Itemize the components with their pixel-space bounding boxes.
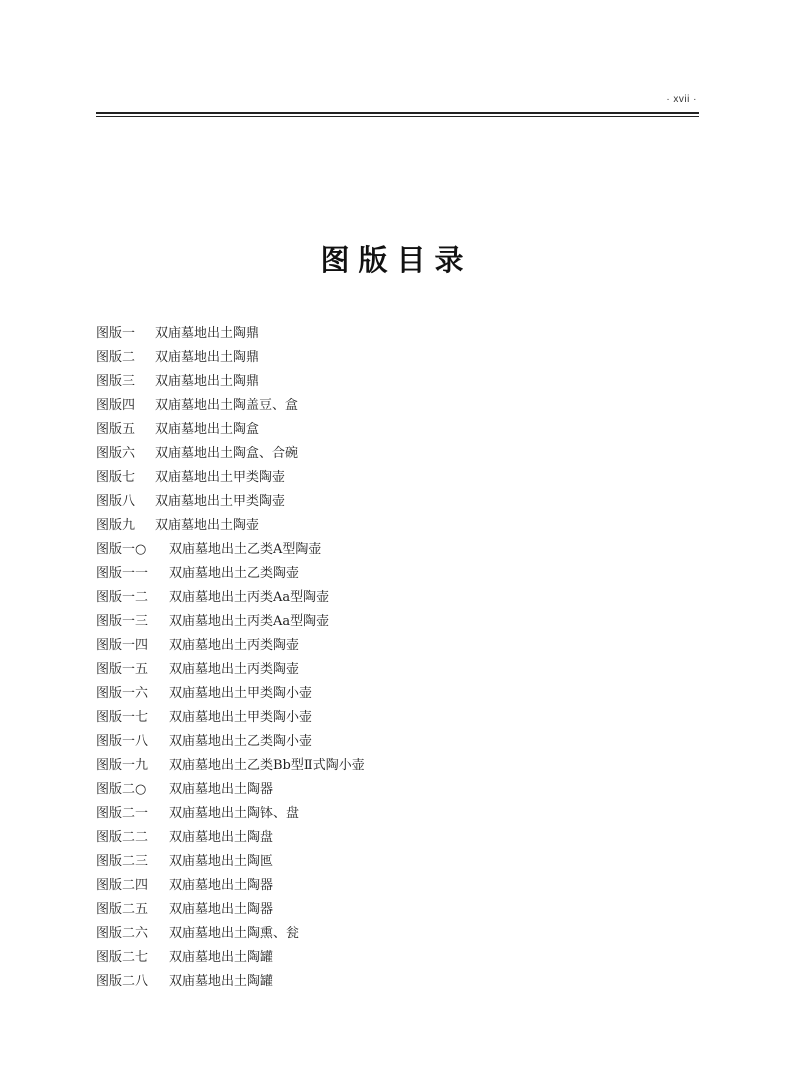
toc-item (96, 922, 696, 946)
plate-number: 图版二七 (96, 950, 149, 965)
plate-description: 双庙墓地出土甲类陶小壶 (169, 686, 313, 701)
plate-description: 双庙墓地出土陶壶 (155, 518, 260, 533)
plate-description: 双庙墓地出土丙类Aa型陶壶 (169, 590, 330, 605)
toc-item (96, 466, 696, 490)
toc-item (96, 850, 696, 874)
toc-item (96, 970, 696, 994)
plate-number: 图版八 (96, 494, 136, 509)
toc-item (96, 946, 696, 970)
plate-description: 双庙墓地出土陶罐 (169, 950, 274, 965)
plate-description: 双庙墓地出土陶器 (169, 902, 274, 917)
plate-description: 双庙墓地出土乙类Bb型Ⅱ式陶小壶 (169, 758, 365, 773)
plate-number: 图版一九 (96, 758, 149, 773)
plate-description: 双庙墓地出土陶匜 (169, 854, 274, 869)
toc-item (96, 682, 696, 706)
plate-list (96, 322, 696, 994)
toc-item (96, 898, 696, 922)
header-rule-thick (96, 112, 699, 114)
plate-number: 图版九 (96, 518, 136, 533)
plate-number: 图版七 (96, 470, 136, 485)
toc-item (96, 706, 696, 730)
page-number: · xvii · (666, 94, 697, 105)
plate-description: 双庙墓地出土陶盘 (169, 830, 274, 845)
plate-number: 图版二五 (96, 902, 149, 917)
plate-description: 双庙墓地出土陶盒、合碗 (155, 446, 299, 461)
toc-item (96, 586, 696, 610)
toc-item (96, 874, 696, 898)
toc-item (96, 394, 696, 418)
plate-description: 双庙墓地出土乙类陶壶 (169, 566, 300, 581)
plate-number: 图版一八 (96, 734, 149, 749)
plate-number: 图版二八 (96, 974, 149, 989)
plate-number: 图版一五 (96, 662, 149, 677)
plate-description: 双庙墓地出土丙类陶壶 (169, 638, 300, 653)
plate-number: 图版三 (96, 374, 136, 389)
plate-description: 双庙墓地出土陶鼎 (155, 350, 260, 365)
plate-description: 双庙墓地出土陶鼎 (155, 326, 260, 341)
toc-item (96, 370, 696, 394)
toc-item (96, 490, 696, 514)
plate-number: 图版二一 (96, 806, 149, 821)
plate-number: 图版二六 (96, 926, 149, 941)
plate-number: 图版一二 (96, 590, 149, 605)
toc-item (96, 346, 696, 370)
plate-number: 图版一六 (96, 686, 149, 701)
plate-description: 双庙墓地出土乙类陶小壶 (169, 734, 313, 749)
plate-description: 双庙墓地出土甲类陶小壶 (169, 710, 313, 725)
toc-item (96, 418, 696, 442)
plate-description: 双庙墓地出土丙类Aa型陶壶 (169, 614, 330, 629)
plate-description: 双庙墓地出土陶钵、盘 (169, 806, 300, 821)
plate-number: 图版一○ (96, 542, 147, 557)
plate-number: 图版四 (96, 398, 136, 413)
page-title: 图版目录 (320, 243, 473, 277)
toc-item (96, 514, 696, 538)
toc-item (96, 658, 696, 682)
plate-number: 图版一 (96, 326, 136, 341)
plate-description: 双庙墓地出土甲类陶壶 (155, 470, 286, 485)
toc-item (96, 538, 696, 562)
toc-item (96, 322, 696, 346)
toc-item (96, 562, 696, 586)
toc-item (96, 634, 696, 658)
toc-item (96, 730, 696, 754)
plate-description: 双庙墓地出土陶器 (169, 878, 274, 893)
plate-description: 双庙墓地出土丙类陶壶 (169, 662, 300, 677)
plate-number: 图版二四 (96, 878, 149, 893)
plate-description: 双庙墓地出土陶罐 (169, 974, 274, 989)
plate-number: 图版二三 (96, 854, 149, 869)
plate-number: 图版二○ (96, 782, 147, 797)
header-rule-thin (96, 116, 699, 117)
plate-description: 双庙墓地出土陶盖豆、盒 (155, 398, 299, 413)
toc-item (96, 802, 696, 826)
plate-description: 双庙墓地出土甲类陶壶 (155, 494, 286, 509)
plate-description: 双庙墓地出土陶盒 (155, 422, 260, 437)
plate-description: 双庙墓地出土陶熏、瓮 (169, 926, 300, 941)
plate-number: 图版二 (96, 350, 136, 365)
plate-number: 图版一一 (96, 566, 149, 581)
toc-item (96, 826, 696, 850)
plate-number: 图版一三 (96, 614, 149, 629)
plate-description: 双庙墓地出土陶鼎 (155, 374, 260, 389)
plate-number: 图版一七 (96, 710, 149, 725)
plate-number: 图版六 (96, 446, 136, 461)
plate-description: 双庙墓地出土陶器 (169, 782, 274, 797)
toc-item (96, 610, 696, 634)
plate-number: 图版五 (96, 422, 136, 437)
plate-description: 双庙墓地出土乙类A型陶壶 (169, 542, 322, 557)
toc-item (96, 442, 696, 466)
toc-item (96, 754, 696, 778)
plate-number: 图版二二 (96, 830, 149, 845)
plate-number: 图版一四 (96, 638, 149, 653)
toc-item (96, 778, 696, 802)
